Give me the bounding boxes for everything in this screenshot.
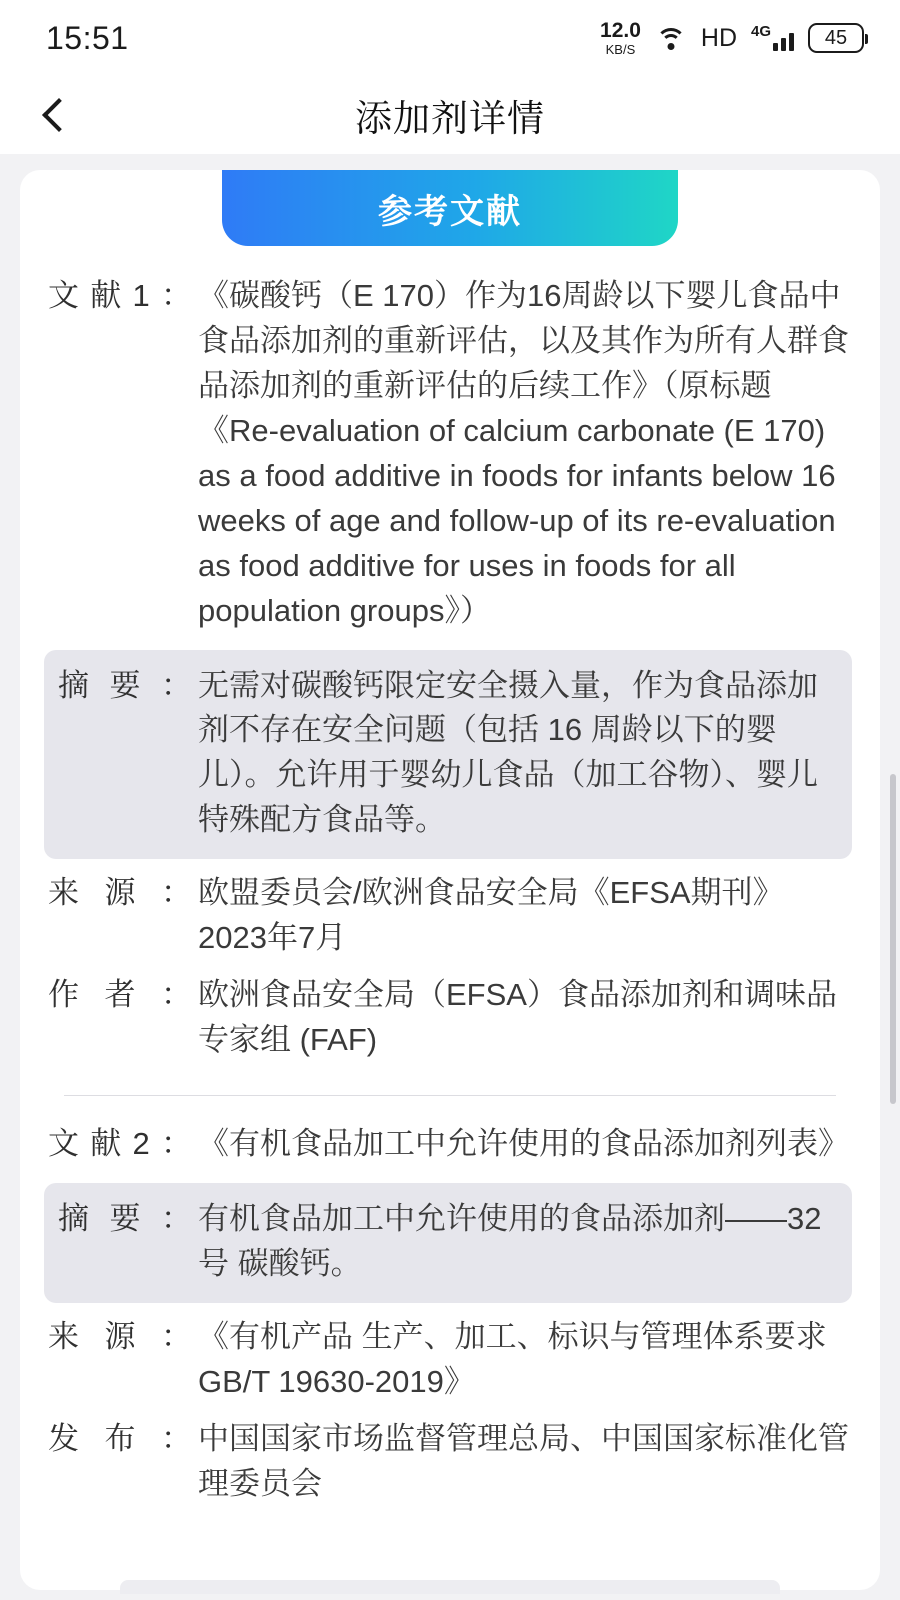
reference2-title-label: 文献2： xyxy=(48,1126,192,1161)
reference2-publisher-label: 发布： xyxy=(48,1420,192,1456)
reference2-abstract-value: 有机食品加工中允许使用的食品添加剂——32号 碳酸钙。 xyxy=(198,1200,822,1281)
status-bar xyxy=(0,0,900,76)
page-title: 添加剂详情 xyxy=(355,98,545,139)
list-item xyxy=(48,268,852,640)
reference2-title-value: 《有机食品加工中允许使用的食品添加剂列表》 xyxy=(198,1126,849,1161)
battery-icon xyxy=(808,23,864,53)
status-time: 15:51 xyxy=(46,19,129,56)
reference1-source-value: 欧盟委员会/欧洲食品安全局《EFSA期刊》2023年7月 xyxy=(198,875,784,956)
list-item xyxy=(48,1411,852,1513)
list-item xyxy=(48,967,852,1069)
reference2-source-label: 来源： xyxy=(48,1318,192,1354)
scroll-content[interactable] xyxy=(0,154,900,1600)
list-item xyxy=(48,1116,852,1173)
status-icons xyxy=(600,20,864,56)
reference2-abstract-label: 摘要： xyxy=(58,1200,192,1236)
reference1-title-value: 《碳酸钙（E 170）作为16周龄以下婴儿食品中食品添加剂的重新评估，以及其作为所有人群食品添加剂的重新评估的后续工作》（原标题《Re-evaluation of calcium carbonate (E 170) as a food additive in foods for infants below 16 weeks of age and follow-up of its re-evaluation as food additive for uses in foods for all population groups》） xyxy=(198,278,849,628)
reference1-abstract-value: 无需对碳酸钙限定安全摄入量，作为食品添加剂不存在安全问题（包括 16 周龄以下的婴儿）。允许用于婴幼儿食品（加工谷物）、婴儿特殊配方食品等。 xyxy=(198,667,818,838)
reference1-author-label: 作者： xyxy=(48,977,192,1013)
network-speed-value: 12.0 xyxy=(600,19,641,42)
title-bar xyxy=(0,76,900,154)
vertical-scrollbar[interactable] xyxy=(890,774,896,1104)
hd-icon: HD xyxy=(700,23,737,52)
list-item xyxy=(44,650,852,860)
reference1-title-label: 文献1： xyxy=(48,278,192,313)
chevron-left-icon xyxy=(42,98,76,132)
reference-card xyxy=(20,170,880,1590)
reference2-source-value: 《有机产品 生产、加工、标识与管理体系要求 GB/T 19630-2019》 xyxy=(198,1318,827,1399)
section-banner xyxy=(222,170,678,246)
list-item xyxy=(48,865,852,967)
battery-level: 45 xyxy=(824,26,848,49)
reference2-publisher-value: 中国国家市场监督管理总局、中国国家标准化管理委员会 xyxy=(198,1420,849,1501)
reference1-abstract-label: 摘要： xyxy=(58,667,192,703)
network-speed-unit: KB/S xyxy=(605,42,636,57)
list-item xyxy=(44,1183,852,1303)
next-card-peek xyxy=(120,1580,780,1594)
divider xyxy=(64,1095,836,1096)
reference1-author-value: 欧洲食品安全局（EFSA）食品添加剂和调味品专家组 (FAF) xyxy=(198,977,837,1058)
reference1-source-label: 来源： xyxy=(48,875,192,911)
reference-list xyxy=(20,246,880,1513)
list-item xyxy=(48,1309,852,1411)
back-button[interactable] xyxy=(30,86,88,144)
wifi-icon xyxy=(655,26,687,50)
network-type-label: 4G xyxy=(751,23,772,40)
network-speed-indicator xyxy=(600,20,641,56)
cellular-signal-icon xyxy=(751,25,794,51)
section-banner-label: 参考文献 xyxy=(378,192,522,231)
